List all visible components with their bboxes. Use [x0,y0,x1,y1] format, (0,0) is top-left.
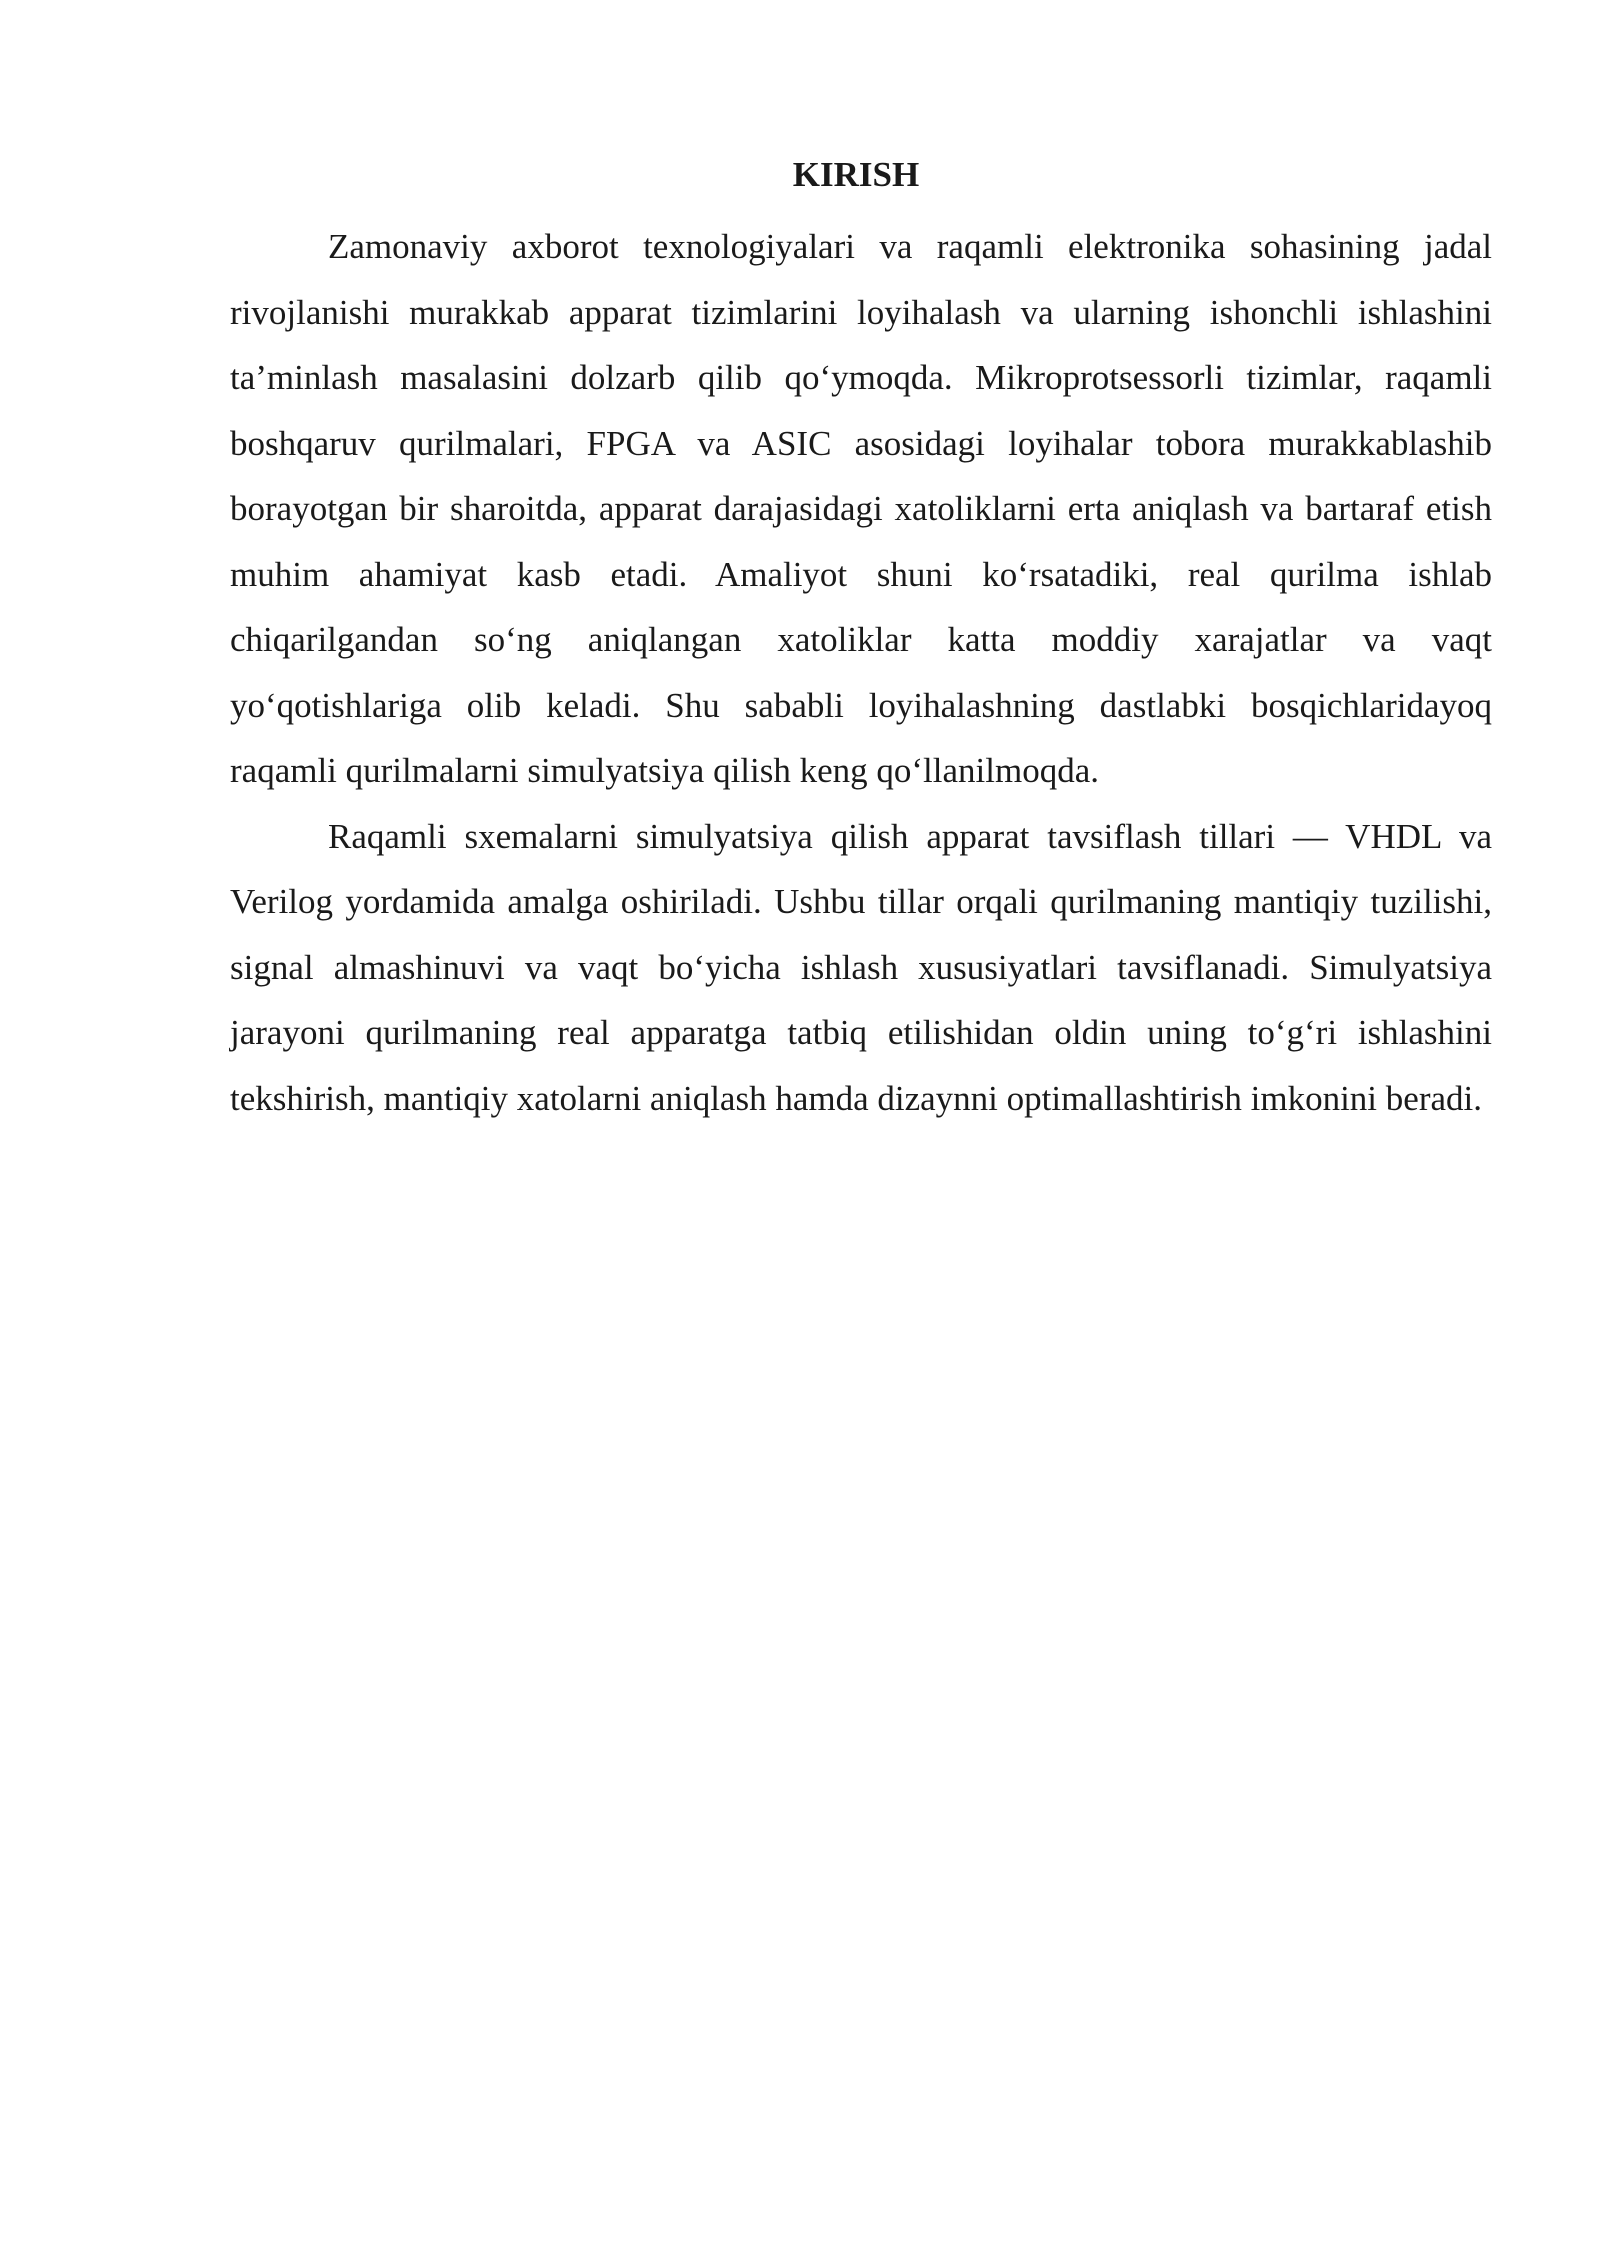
section-title: KIRISH [792,155,920,194]
paragraph-introduction: Zamonaviy axborot texnologiyalari va raqamli elektronika sohasining jadal rivojlanishi murakkab apparat tizimlarini loyihalash va ularning ishonchli ishlashini ta’minlash masalasini dolzarb qilib qo‘ymoqda. Mikroprotsessorli tizimlar, raqamli boshqaruv qurilmalari, FPGA va ASIC asosidagi loyihalar tobora murakkablashib borayotgan bir sharoitda, apparat darajasidagi xatoliklarni erta aniqlash va bartaraf etish muhim ahamiyat kasb etadi. Amaliyot shuni ko‘rsatadiki, real qurilma ishlab chiqarilgandan so‘ng aniqlangan xatoliklar katta moddiy xarajatlar va vaqt yo‘qotishlariga olib keladi. Shu sababli loyihalashning dastlabki bosqichlaridayoq raqamli qurilmalarni simulyatsiya qilish keng qo‘llanilmoqda. [230,227,1492,790]
document-body [230,150,1492,1131]
paragraph-simulation: Raqamli sxemalarni simulyatsiya qilish apparat tavsiflash tillari — VHDL va Verilog yordamida amalga oshiriladi. Ushbu tillar orqali qurilmaning mantiqiy tuzilishi, signal almashinuvi va vaqt bo‘yicha ishlash xususiyatlari tavsiflanadi. Simulyatsiya jarayoni qurilmaning real apparatga tatbiq etilishidan oldin uning to‘g‘ri ishlashini tekshirish, mantiqiy xatolarni aniqlash hamda dizaynni optimallashtirish imkonini beradi. [230,816,1492,1118]
